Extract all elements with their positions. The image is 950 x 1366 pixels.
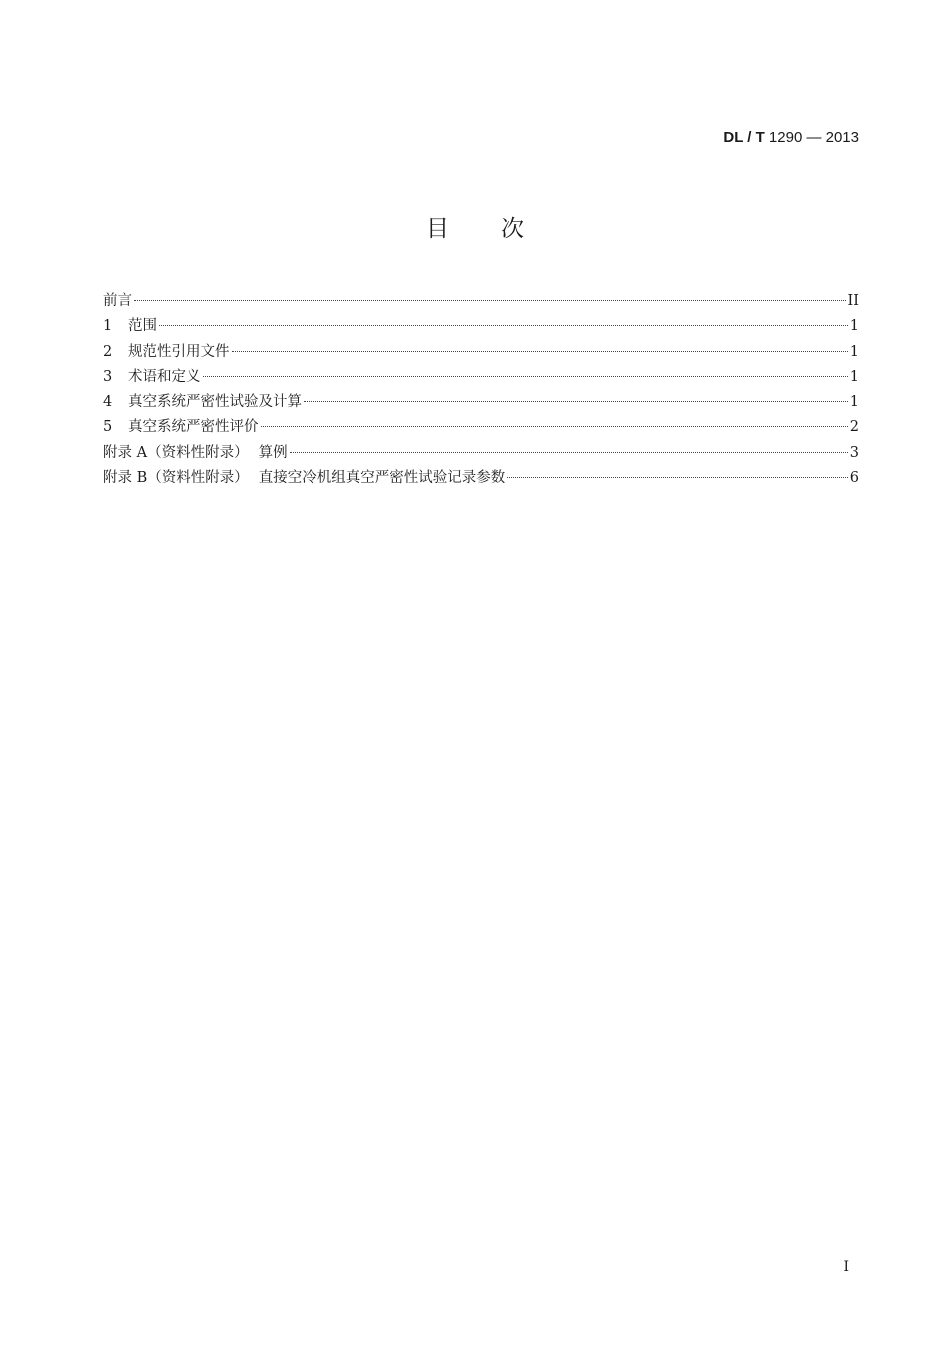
toc-entry-label: 规范性引用文件 bbox=[128, 343, 230, 360]
toc-entry-page: 2 bbox=[849, 419, 859, 436]
toc-entry-page: II bbox=[847, 293, 859, 309]
toc-entry-label: 真空系统严密性试验及计算 bbox=[128, 394, 302, 411]
standard-code bbox=[723, 129, 859, 146]
toc-entry-label bbox=[103, 441, 288, 466]
dot-leader bbox=[304, 400, 848, 402]
toc-entry-label: 范围 bbox=[128, 318, 157, 335]
page-number: I bbox=[843, 1259, 849, 1275]
toc-entry-page: 1 bbox=[849, 343, 859, 360]
toc-entry-appendix-a[interactable] bbox=[103, 441, 859, 466]
toc-entry-foreword[interactable] bbox=[103, 289, 859, 314]
appendix-label: 附录 A（资料性附录） bbox=[103, 444, 249, 461]
toc-entry-label: 术语和定义 bbox=[128, 368, 201, 385]
toc-entry-scope[interactable] bbox=[103, 314, 859, 339]
dot-leader bbox=[203, 375, 848, 377]
toc-entry-number: 3 bbox=[103, 368, 113, 385]
toc-entry-label bbox=[103, 466, 505, 491]
toc-entry-label: 真空系统严密性评价 bbox=[128, 419, 259, 436]
toc-entry-number: 1 bbox=[103, 318, 113, 335]
toc-entry-page: 6 bbox=[849, 470, 859, 487]
toc-entry-page: 3 bbox=[849, 444, 859, 461]
toc-entry-label: 前言 bbox=[103, 293, 132, 309]
appendix-title: 算例 bbox=[258, 444, 288, 461]
appendix-title: 直接空冷机组真空严密性试验记录参数 bbox=[258, 470, 506, 487]
appendix-label: 附录 B（资料性附录） bbox=[103, 470, 249, 487]
standard-number: 1290 — 2013 bbox=[768, 129, 859, 146]
table-of-contents bbox=[103, 289, 859, 491]
dot-leader bbox=[290, 451, 848, 453]
toc-entry-tightness-test[interactable] bbox=[103, 390, 859, 415]
toc-entry-normative-references[interactable] bbox=[103, 340, 859, 365]
dot-leader bbox=[261, 425, 848, 427]
toc-entry-terms-definitions[interactable] bbox=[103, 365, 859, 390]
toc-entry-page: 1 bbox=[849, 318, 859, 335]
dot-leader bbox=[159, 324, 848, 326]
dot-leader bbox=[507, 476, 848, 478]
toc-entry-number: 4 bbox=[103, 394, 113, 411]
toc-entry-page: 1 bbox=[849, 394, 859, 411]
toc-entry-number: 2 bbox=[103, 343, 113, 360]
toc-entry-number: 5 bbox=[103, 419, 113, 436]
dot-leader bbox=[232, 350, 848, 352]
dot-leader bbox=[134, 299, 846, 301]
toc-entry-tightness-evaluation[interactable] bbox=[103, 415, 859, 440]
toc-entry-page: 1 bbox=[849, 368, 859, 385]
toc-title: 目次 bbox=[426, 216, 576, 242]
standard-prefix: DL / T bbox=[723, 129, 765, 146]
toc-entry-appendix-b[interactable] bbox=[103, 466, 859, 491]
